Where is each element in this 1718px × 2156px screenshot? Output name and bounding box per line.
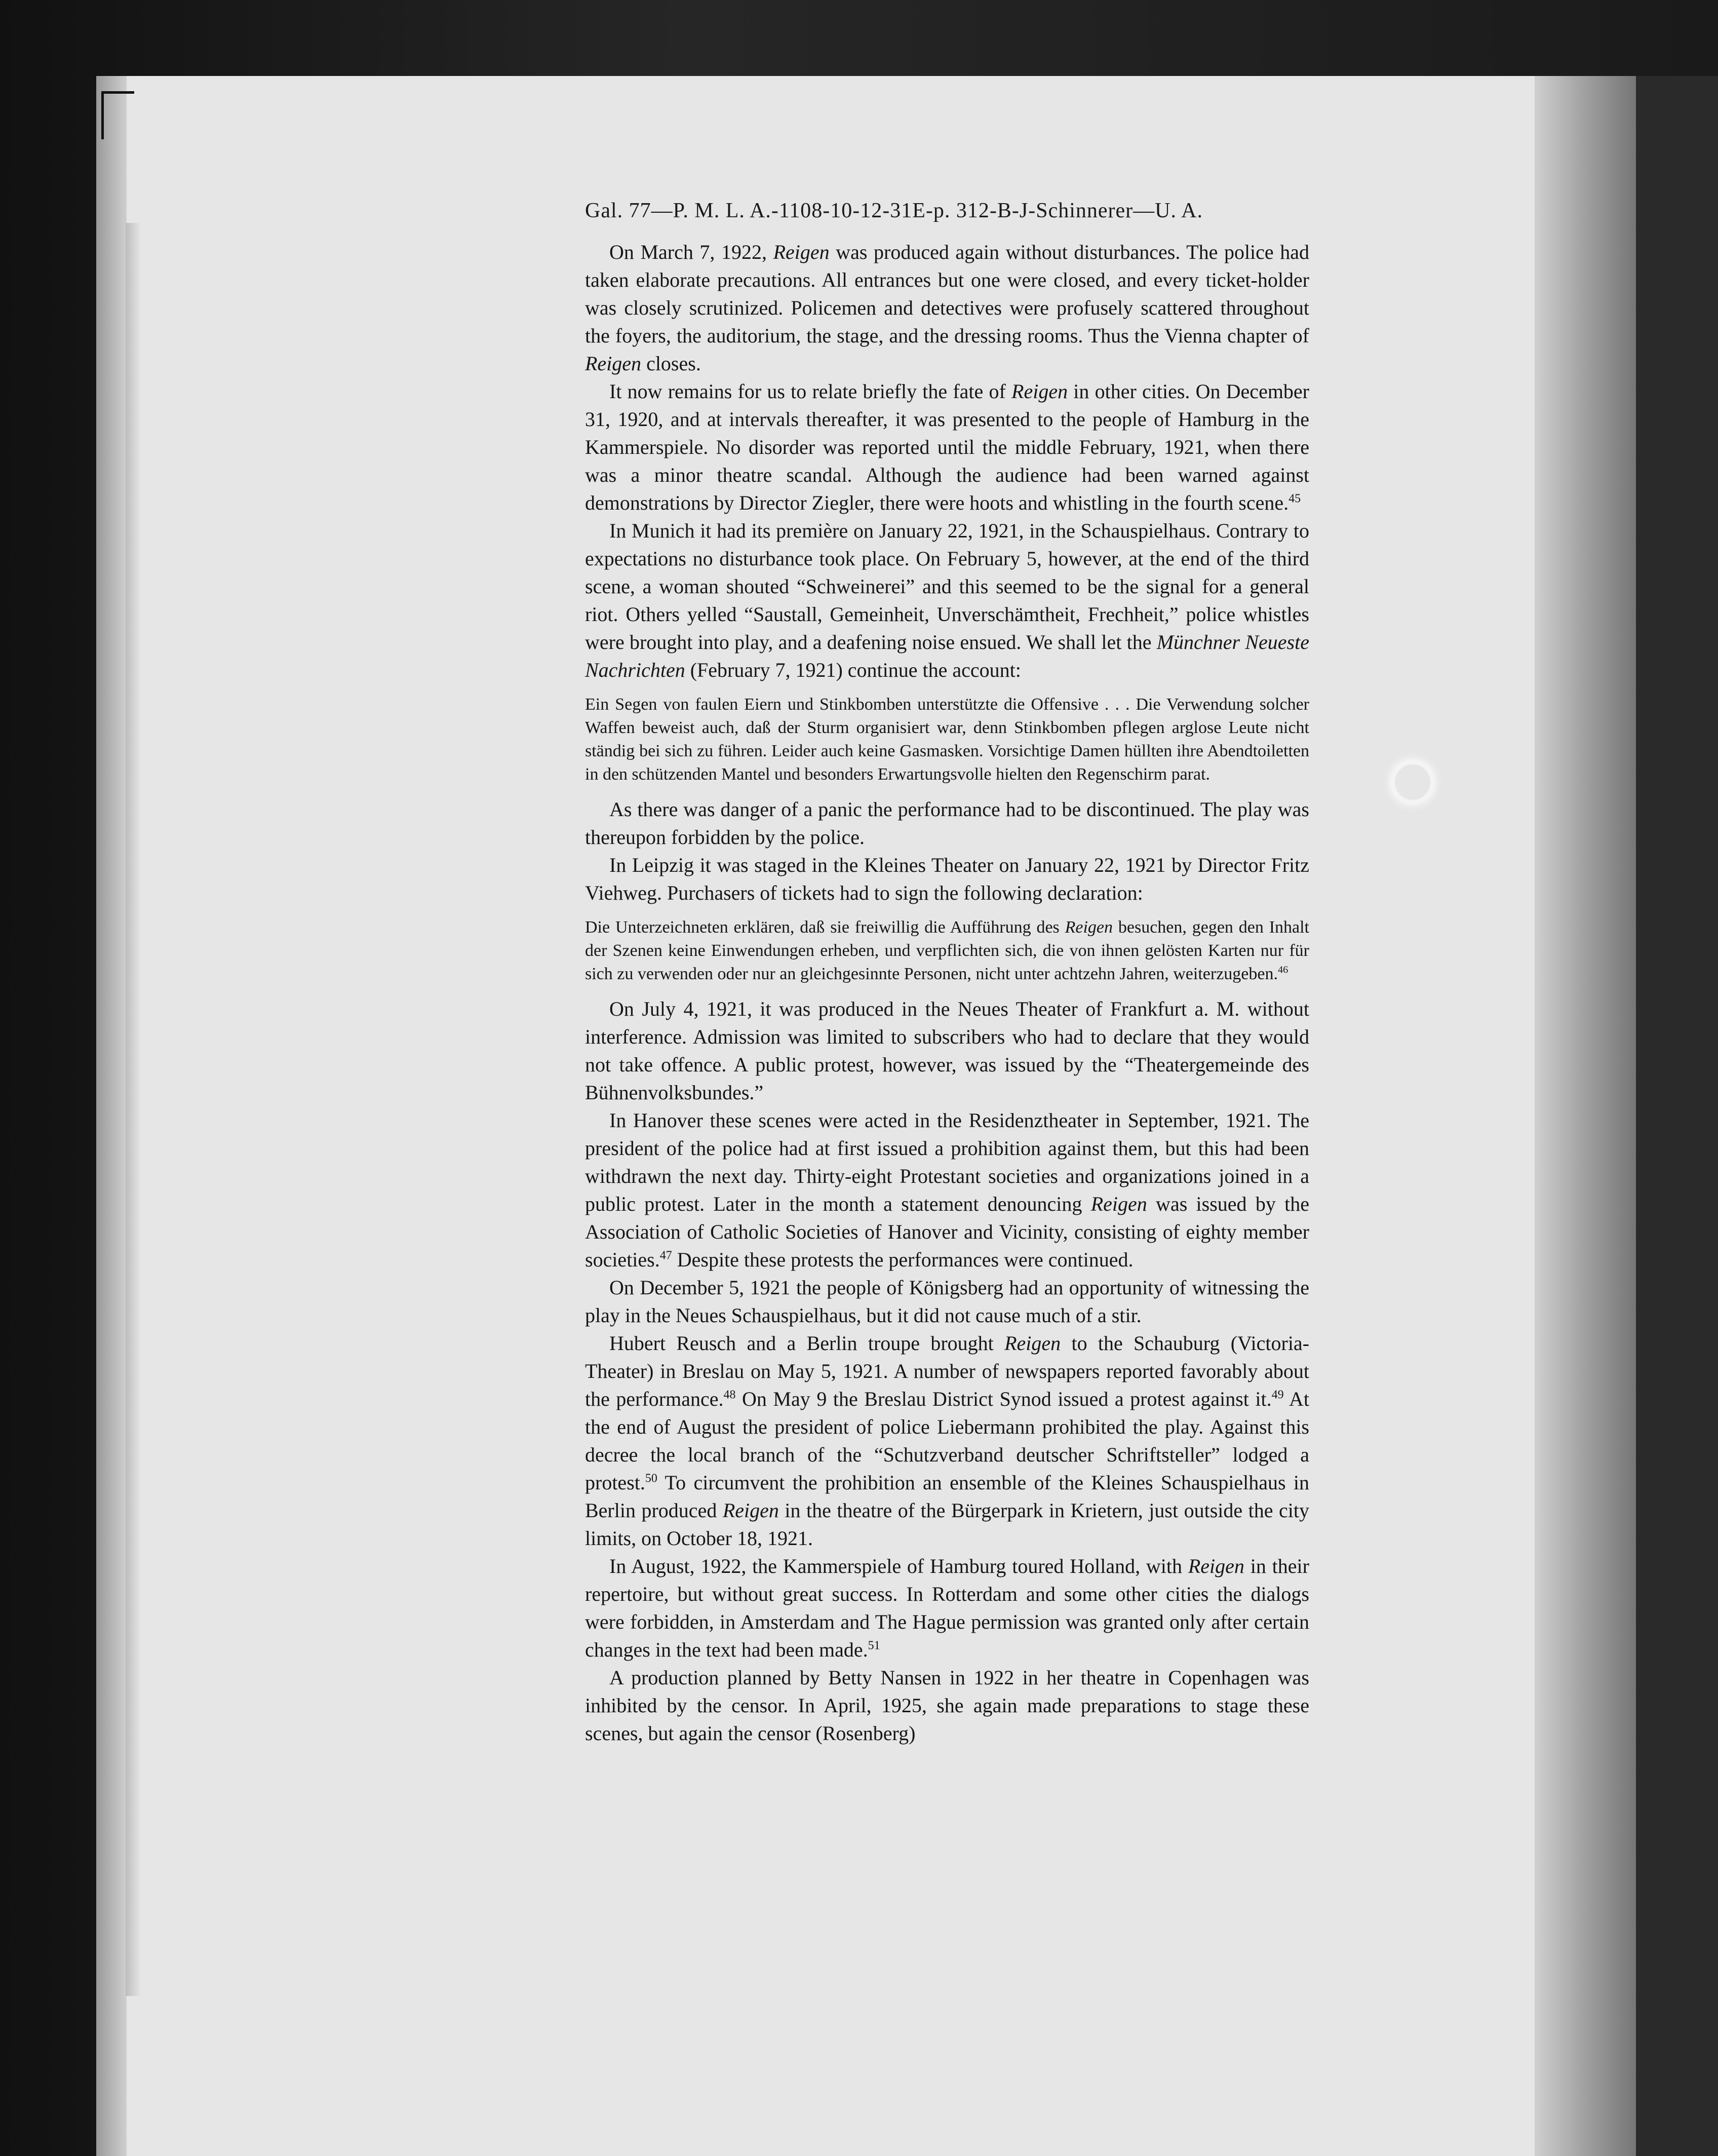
footnote-ref-47: 47 — [659, 1249, 672, 1262]
text-column — [585, 238, 1309, 1747]
paragraph-holland: In August, 1922, the Kammerspiele of Hamburg toured Holland, with Reigen in their repertoire, but without great success. In Rotterdam and some other cities the dialogs were forbidden, in Amsterdam and The Hague permission was granted only after certain changes in the text had been made.$^{51}$ — [585, 1555, 1309, 1661]
paragraph-leipzig: In Leipzig it was staged in the Kleines Theater on January 22, 1921 by Director Fritz Viehweg. Purchasers of tickets had to sign the following declaration: — [585, 854, 1309, 904]
footnote-ref-50: 50 — [645, 1472, 657, 1485]
scan-right-edge — [1636, 76, 1718, 2156]
paper-fold-shadow — [126, 223, 141, 1996]
paragraph-koenigsberg: On December 5, 1921 the people of Königsberg had an opportunity of witnessing the play in the Neues Schauspielhaus, but it did not cause much of a stir. — [585, 1276, 1309, 1327]
paragraph-vienna: On March 7, 1922, Reigen was produced again without disturbances. The police had taken elaborate precautions. All entrances but one were closed, and every ticket-holder was closely scrutinized. Policemen and detectives were profusely scattered throughout the foyers, the auditorium, the stage, and the dressing rooms. Thus the Vienna chapter of Reigen closes. — [585, 241, 1310, 375]
crop-corner-mark — [101, 91, 134, 139]
paragraph-munich: In Munich it had its première on January 22, 1921, in the Schauspielhaus. Contrary to expectations no disturbance took place. On February 5, however, at the end of the third scene, a woman shouted “Schweinerei” and this seemed to be the signal for a general riot. Others yelled “Saustall, Gemeinheit, Unverschämtheit, Frechheit,” police whistles were brought into play, and a deafening noise ensued. We shall let the Münchner Neueste Nachrichten (February 7, 1921) continue the account: — [585, 519, 1309, 681]
footnote-ref-49: 49 — [1271, 1388, 1284, 1402]
galley-header: Gal. 77—P. M. L. A.-1108-10-12-31E-p. 312-B-J-Schinnerer—U. A. — [585, 199, 1203, 222]
quote-declaration: Die Unterzeichneten erklären, daß sie freiwillig die Aufführung des Reigen besuchen, gegen den Inhalt der Szenen keine Einwendungen erheben, und verpflichten sich, die von ihnen gelösten Karten nur für sich zu verwenden oder nur an gleichgesinnte Personen, nicht unter achtzehn Jahren, weiterzugeben.$^{46}$ — [585, 918, 1310, 983]
paragraph-panic: As there was danger of a panic the performance had to be discontinued. The play was thereupon forbidden by the police. — [585, 798, 1309, 849]
paragraph-breslau: Hubert Reusch and a Berlin troupe brought Reigen to the Schauburg (Victoria-Theater) in Breslau on May 5, 1921. A number of newspapers reported favorably about the performance.$^{48}$ On May 9 the Breslau District Synod issued a protest against it.$^{49}$ At the end of August the president of police Liebermann prohibited the play. Against this decree the local branch of the “Schutzverband deutscher Schriftsteller” lodged a protest.$^{50}$ To circumvent the prohibition an ensemble of the Kleines Schauspielhaus in Berlin produced Reigen in the theatre of the Bürgerpark in Krietern, just outside the city limits, on October 18, 1921. — [585, 1332, 1310, 1550]
paragraph-frankfurt: On July 4, 1921, it was produced in the Neues Theater of Frankfurt a. M. without interference. Admission was limited to subscribers who had to declare that they would not take offence. A public protest, however, was issued by the “Theatergemeinde des Bühnenvolksbundes.” — [585, 997, 1309, 1104]
footnote-ref-48: 48 — [723, 1388, 736, 1402]
paragraph-copenhagen: A production planned by Betty Nansen in 1922 in her theatre in Copenhagen was inhibited by the censor. In April, 1925, she again made preparations to stage these scenes, but again the censor (Rosenberg) — [585, 1666, 1309, 1745]
footnote-ref-51: 51 — [868, 1639, 880, 1652]
punch-hole-mark — [1390, 760, 1435, 804]
paragraph-hanover: In Hanover these scenes were acted in the Residenztheater in September, 1921. The president of the police had at first issued a prohibition against them, but this had been withdrawn the next day. Thirty-eight Protestant societies and organizations joined in a public protest. Later in the month a statement denouncing Reigen was issued by the Association of Catholic Societies of Hanover and Vicinity, consisting of eighty member societies.$^{47}$ Despite these protests the performances were continued. — [585, 1109, 1309, 1271]
paper-left-edge — [96, 76, 127, 2156]
paragraph-hamburg: It now remains for us to relate briefly the fate of Reigen in other cities. On December 31, 1920, and at intervals thereafter, it was presented to the people of Hamburg in the Kammerspiele. No disorder was reported until the middle February, 1921, when there was a minor theatre scandal. Although the audience had been warned against demonstrations by Director Ziegler, there were hoots and whistling in the fourth scene.$^{45}$ — [585, 380, 1310, 514]
footnote-ref-46: 46 — [1277, 964, 1288, 976]
quote-muenchner: Ein Segen von faulen Eiern und Stinkbomben unterstützte die Offensive . . . Die Verwendung solcher Waffen beweist auch, daß der Sturm organisiert war, denn Stinkbomben pflegen arglose Leute nicht ständig bei sich zu führen. Leider auch keine Gasmasken. Vorsichtige Damen hüllten ihre Abendtoiletten in den schützenden Mantel und besonders Erwartungsvolle hielten den Regenschirm parat. — [585, 695, 1309, 784]
footnote-ref-45: 45 — [1288, 492, 1301, 506]
